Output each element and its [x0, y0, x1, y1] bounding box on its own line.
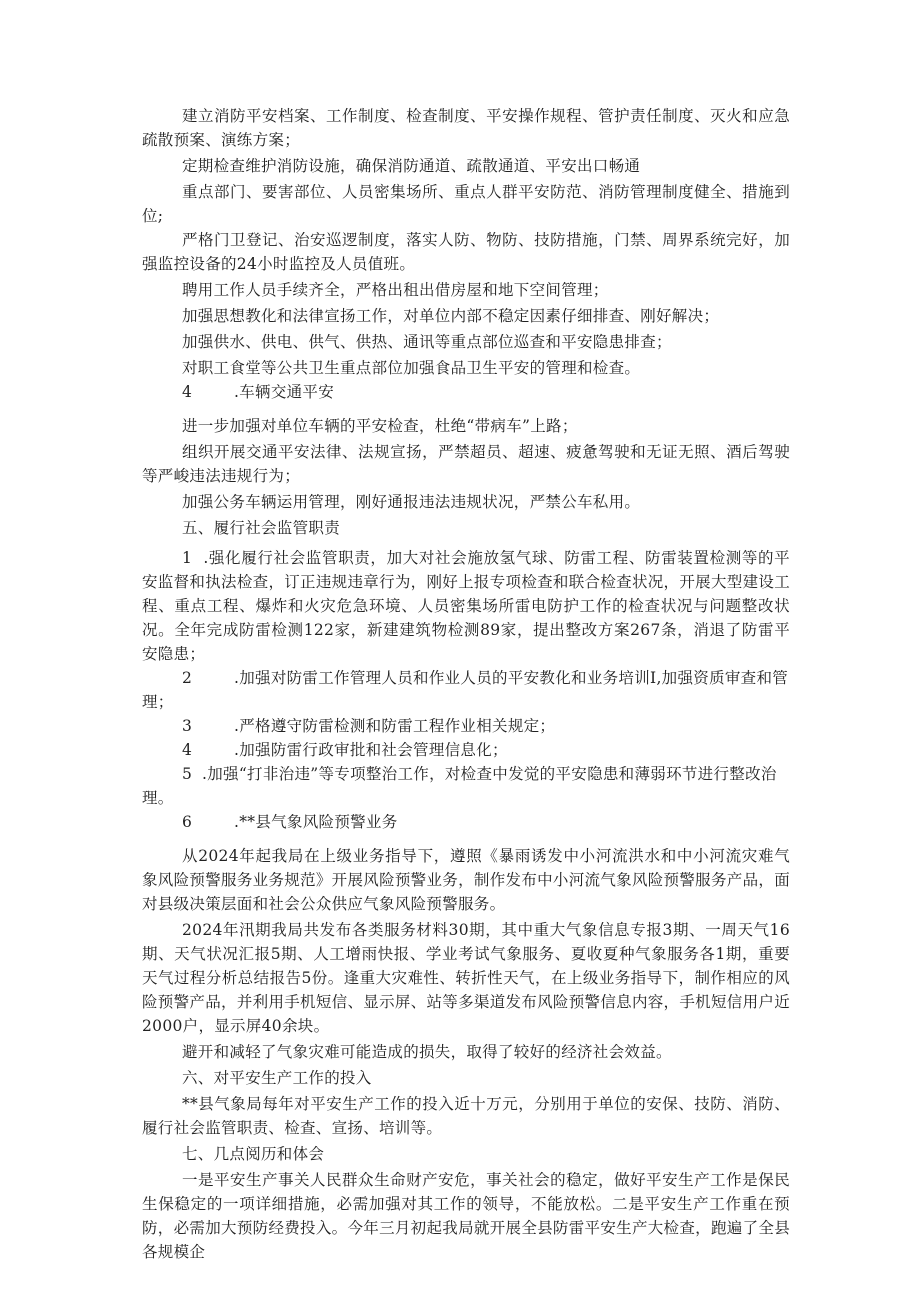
- heading-number: 4: [182, 383, 193, 401]
- paragraph-legal-education: 加强思想教化和法律宣扬工作，对单位内部不稳定因素仔细排查、刚好解决；: [182, 307, 720, 325]
- list-item-text: .加强“打非治违”等专项整治工作，对检查中发觉的平安隐患和薄弱环节进行整改治: [202, 765, 777, 783]
- paragraph-experience: 一是平安生产事关人民群众生命财产安危，事关社会的稳定，做好平安生产工作是保民生保稳定的一项详细措施，必需加强对其工作的领导，不能放松。二是平安生产工作重在预防，必需加大预防经费投入。今年三月初起我局就开展全县防雷平安生产大检查，跑遍了全县各规模企: [142, 1171, 790, 1261]
- list-item-2: [142, 666, 790, 690]
- section-heading-7: 七、几点阅历和体会: [182, 1145, 325, 1163]
- paragraph-fire-archives: 建立消防平安档案、工作制度、检查制度、平安操作规程、管护责任制度、灭火和应急疏散预案、演练方案；: [142, 107, 790, 149]
- list-item-4: [142, 738, 790, 762]
- section-heading-5: 五、履行社会监管职责: [182, 519, 341, 537]
- list-item-text: .加强防雷行政审批和社会管理信息化；: [234, 741, 508, 759]
- paragraph-vehicle-check: 进一步加强对单位车辆的平安检查，杜绝“带病车”上路；: [182, 417, 578, 435]
- paragraph-key-departments: 重点部门、要害部位、人员密集场所、重点人群平安防范、消防管理制度健全、措施到位;: [142, 183, 790, 225]
- list-item-5: [142, 762, 790, 786]
- list-item-number: 2: [182, 669, 193, 687]
- heading-text: .车辆交通平安: [234, 383, 335, 401]
- heading-vehicle-safety: [142, 380, 790, 404]
- list-item-text: .**县气象风险预警业务: [234, 813, 398, 831]
- list-item-5-continuation: 理。: [142, 789, 174, 807]
- list-item-number: 3: [182, 717, 193, 735]
- paragraph-fire-facilities: 定期检查维护消防设施，确保消防通道、疏散通道、平安出口畅通: [182, 157, 641, 175]
- paragraph-flood-season: 2024年汛期我局共发布各类服务材料30期，其中重大气象信息专报3期、一周天气16期、天气状况汇报5期、人工增雨快报、学业考试气象服务、夏收夏种气象服务各1期，重要天气过程分析总结报告5份。逢重大灾难性、转折性天气，在上级业务指导下，制作相应的风险预警产品，并利用手机短信、显示屏、站等多渠道发布风险预警信息内容，手机短信用户近2000户，显示屏40余块。: [142, 921, 790, 1035]
- list-item-text: .强化履行社会监管职责，加大对社会施放氢气球、防雷工程、防雷装置检测等的平安监督和执法检查，订正违规违章行为，刚好上报专项检查和联合检查状况，开展大型建设工程、重点工程、爆炸和火灾危急环境、人员密集场所雷电防护工作的检查状况与问题整改状况。全年完成防雷检测122家，新建建筑物检测89家，提出整改方案267条，消退了防雷平安隐患；: [142, 549, 790, 663]
- paragraph-official-vehicles: 加强公务车辆运用管理，刚好通报违法违规状况，严禁公车私用。: [182, 493, 641, 511]
- list-item-number: 4: [182, 741, 193, 759]
- list-item-number: 6: [182, 813, 193, 831]
- paragraph-canteen-hygiene: 对职工食堂等公共卫生重点部位加强食品卫生平安的管理和检查。: [182, 359, 641, 377]
- list-item-number: 1: [182, 549, 193, 567]
- paragraph-traffic-law: 组织开展交通平安法律、法规宣扬，严禁超员、超速、疲惫驾驶和无证无照、酒后驾驶等严峻违法违规行为；: [142, 443, 790, 485]
- list-item-number: 5: [182, 765, 193, 783]
- list-item-1: [142, 546, 790, 666]
- document-body: [142, 104, 790, 1264]
- paragraph-gate-security: 严格门卫登记、治安巡逻制度，落实人防、物防、技防措施，门禁、周界系统完好，加强监控设备的24小时监控及人员值班。: [142, 231, 790, 273]
- paragraph-staff-hiring: 聘用工作人员手续齐全，严格出租出借房屋和地下空间管理；: [182, 281, 609, 299]
- list-item-2-continuation: 理；: [142, 693, 174, 711]
- paragraph-loss-reduction: 避开和减轻了气象灾难可能造成的损失，取得了较好的经济社会效益。: [182, 1043, 672, 1061]
- list-item-text: .严格遵守防雷检测和防雷工程作业相关规定；: [234, 717, 556, 735]
- section-heading-6: 六、对平安生产工作的投入: [182, 1069, 372, 1087]
- paragraph-utility-inspection: 加强供水、供电、供气、供热、通讯等重点部位巡查和平安隐患排查；: [182, 333, 672, 351]
- list-item-3: [142, 714, 790, 738]
- list-item-6: [142, 810, 790, 834]
- paragraph-investment: **县气象局每年对平安生产工作的投入近十万元，分别用于单位的安保、技防、消防、履行社会监管职责、检查、宣扬、培训等。: [142, 1095, 790, 1137]
- list-item-text: .加强对防雷工作管理人员和作业人员的平安教化和业务培训I,加强资质审查和管: [234, 669, 789, 687]
- paragraph-risk-warning: 从2024年起我局在上级业务指导下，遵照《暴雨诱发中小河流洪水和中小河流灾难气象风险预警服务业务规范》开展风险预警业务，制作发布中小河流气象风险预警服务产品，面对县级决策层面和社会公众供应气象风险预警服务。: [142, 847, 790, 913]
